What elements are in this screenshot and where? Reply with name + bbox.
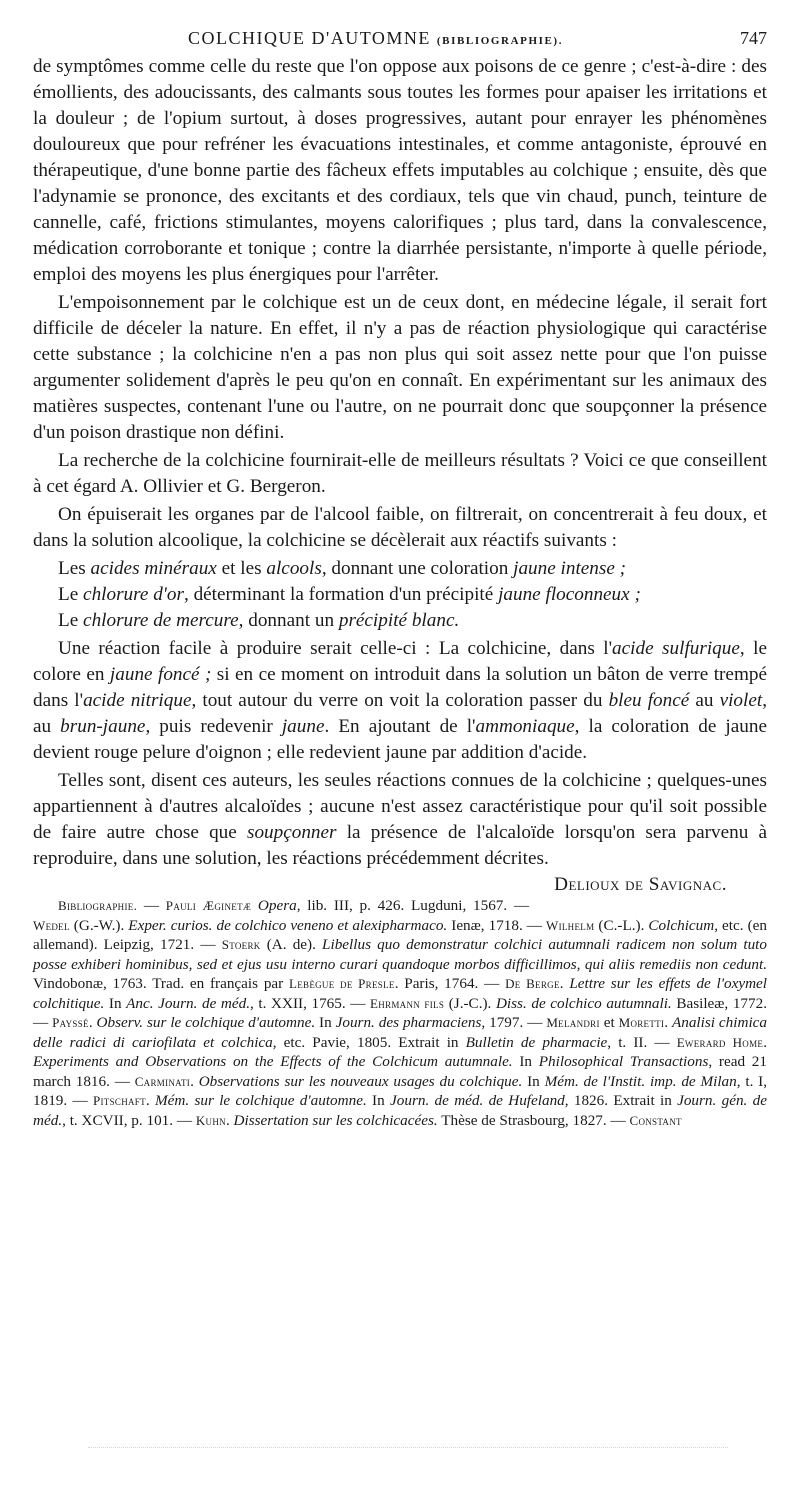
- reagent-item-2: Le chlorure d'or, déterminant la formation d'un précipité jaune floconneux ;: [58, 584, 641, 605]
- paragraph-6: Telles sont, disent ces auteurs, les seules réactions connues de la colchicine ; quelques-unes appartiennent à d'autres alcaloïdes ; aucune n'est assez caractéristique pour qu'il soit possible de faire autre chose que soupçonner la présence de l'alcaloïde lorsqu'on sera parvenu à reproduire, dans une solution, les réactions précédemment décrites. Delioux de Savignac.: [33, 768, 767, 872]
- running-header: [33, 28, 767, 54]
- bibliography-heading: Bibliographie.: [58, 898, 138, 913]
- paragraph-2: L'empoisonnement par le colchique est un de ceux dont, en médecine légale, il serait fort difficile de déceler la nature. En effet, il n'y a pas de réaction physiologique qui caractérise cette substance ; la colchicine n'en a pas non plus qui soit assez nette pour que l'on puisse argumenter solidement d'après le peu qu'on en connaît. En expérimentant sur les animaux des matières suspectes, contenant l'une ou l'autre, on ne pourrait donc que soupçonner la présence d'un poison drastique non défini.: [33, 292, 767, 443]
- paragraph-1: de symptômes comme celle du reste que l'on oppose aux poisons de ce genre ; c'est-à-dire : des émollients, des adoucissants, des calmants sous toutes les formes pour apaiser les irritations et la douleur ; de l'opium surtout, à doses progressives, autant pour enrayer les phénomènes douloureux que pour refréner les évacuations intestinales, et comme antagoniste, éprouvé en thérapeutique, d'une bonne partie des fâcheux effets imputables au colchique ; ensuite, dès que l'adynamie se prononce, des excitants et des cordiaux, tels que vin chaud, punch, teinture de cannelle, café, frictions stimulantes, moyens calorifiques ; plus tard, dans la convalescence, médication corroborante et tonique ; contre la diarrhée persistante, n'importe à quelle période, emploi des moyens les plus énergiques pour l'arrêter.: [33, 56, 767, 285]
- scan-artifact-line: [88, 1447, 728, 1452]
- running-title: COLCHIQUE D'AUTOMNE (BIBLIOGRAPHIE).: [188, 28, 564, 48]
- book-page: [33, 28, 767, 1130]
- page-number: 747: [740, 28, 767, 48]
- paragraph-3: La recherche de la colchicine fournirait-elle de meilleurs résultats ? Voici ce que conseillent à cet égard A. Ollivier et G. Bergeron.: [33, 450, 767, 497]
- paragraph-4: On épuiserait les organes par de l'alcool faible, on filtrerait, on concentrerait à feu doux, et dans la solution alcoolique, la colchicine se décèlerait aux réactifs suivants :: [33, 504, 767, 551]
- reagent-item-3: Le chlorure de mercure, donnant un précipité blanc.: [58, 610, 460, 631]
- running-subtitle: (BIBLIOGRAPHIE).: [436, 35, 564, 47]
- author-signature: Delioux de Savignac.: [554, 874, 727, 895]
- body-text: [33, 54, 767, 895]
- paragraph-5: Une réaction facile à produire serait celle-ci : La colchicine, dans l'acide sulfurique, le colore en jaune foncé ; si en ce moment on introduit dans la solution un bâton de verre trempé dans l'acide nitrique, tout autour du verre on voit la coloration passer du bleu foncé au violet, au brun-jaune, puis redevenir jaune. En ajoutant de l'ammoniaque, la coloration de jaune devient rouge pelure d'oignon ; elle redevient jaune par addition d'acide.: [33, 638, 767, 763]
- bibliography: Bibliographie. — Pauli Æginetæ Opera, lib. III, p. 426. Lugduni, 1567. — Wedel (G.-W.). Exper. curios. de colchico veneno et alexipharmaco. Ienæ, 1718. — Wilhelm (C.-L.). Colchicum, etc. (en allemand). Leipzig, 1721. — Stoerk (A. de). Libellus quo demonstratur colchici autumnali radicem non solum tuto posse exhiberi hominibus, sed et ejus usu interno curari quandoque morbos difficillimos, qui aliis remediis non cedunt. Vindobonæ, 1763. Trad. en français par Lebègue de Presle. Paris, 1764. — De Berge. Lettre sur les effets de l'oxymel colchitique. In Anc. Journ. de méd., t. XXII, 1765. — Ehrmann fils (J.-C.). Diss. de colchico autumnali. Basileæ, 1772. — Payssé. Observ. sur le colchique d'automne. In Journ. des pharmaciens, 1797. — Melandri et Moretti. Analisi chimica delle radici di cariofilata et colchica, etc. Pavie, 1805. Extrait in Bulletin de pharmacie, t. II. — Ewerard Home. Experiments and Observations on the Effects of the Colchicum autumnale. In Philosophical Transactions, read 21 march 1816. — Carminati. Observations sur les nouveaux usages du colchique. In Mém. de l'Instit. imp. de Milan, t. I, 1819. — Pitschaft. Mém. sur le colchique d'automne. In Journ. de méd. de Hufeland, 1826. Extrait in Journ. gén. de méd., t. XCVII, p. 101. — Kuhn. Dissertation sur les colchicacées. Thèse de Strasbourg, 1827. — Constant: [33, 897, 768, 1129]
- reagent-item-1: Les acides minéraux et les alcools, donnant une coloration jaune intense ;: [58, 558, 627, 579]
